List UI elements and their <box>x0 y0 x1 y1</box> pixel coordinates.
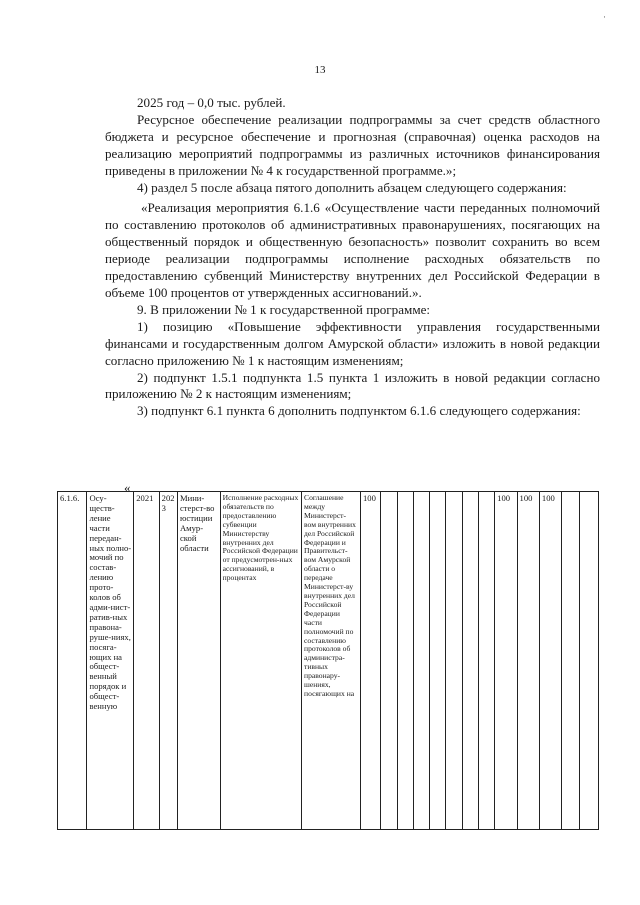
corner-mark: · <box>603 12 606 22</box>
cell-executor: Мини-стерст-во юстиции Амур-ской области <box>177 492 220 830</box>
cell-indicator: Исполнение расходных обязательств по предоставлению субвенции Министерству внутренних дел Российской Федерации от предусмотрен-ных ассигнований, в процентах <box>220 492 301 830</box>
cell-value: 100 <box>539 492 561 830</box>
cell-value: 100 <box>495 492 517 830</box>
paragraph-measure-616: «Реализация мероприятия 6.1.6 «Осуществление части переданных полномочий по составлению протоколов об административных правонарушениях, посягающих на общественный порядок и общественную безопасность» позволит сохранить во всем периоде реализации подпрограммы исполнение расходных обязательств по предоставлению субвенций Министерству внутренних дел Российской Федерации в объеме 100 процентов от утвержденных ассигнований.». <box>105 200 600 300</box>
cell-measure-name: Осу-ществ-ление части передан-ных полно-мочий по состав-лению прото-колов об адми-нист-ратив-ных правона-руше-ниях, посяга-ющих на общест-венный порядок и общест-венную <box>87 492 134 830</box>
cell-value <box>562 492 579 830</box>
cell-basis: Соглашение между Министерст-вом внутренних дел Российской Федерации и Правительст-вом Амурской области о передаче Министерст-ву внутренних дел Российской Федерации части полномочий по составлению протоколов об администра-тивных правонару-шениях, посягающих на <box>302 492 361 830</box>
cell-year-end: 202 3 <box>159 492 177 830</box>
cell-number: 6.1.6. <box>58 492 87 830</box>
cell-value <box>381 492 397 830</box>
cell-value <box>462 492 478 830</box>
cell-value <box>413 492 429 830</box>
document-body <box>105 95 600 420</box>
page-number: 13 <box>314 64 326 76</box>
opening-quote: « <box>124 480 131 495</box>
paragraph-resource-support: Ресурсное обеспечение реализации подпрограммы за счет средств областного бюджета и ресурсное обеспечение и прогнозная (справочная) оценка расходов на реализацию мероприятий подпрограммы из различных источников финансирования приведены в приложении № 4 к государственной программе.»; <box>105 111 600 178</box>
paragraph-item-3: 3) подпункт 6.1 пункта 6 дополнить подпунктом 6.1.6 следующего содержания: <box>137 403 581 419</box>
cell-value <box>478 492 494 830</box>
cell-value <box>430 492 446 830</box>
appendix-table <box>57 491 599 830</box>
table-row <box>58 492 599 830</box>
cell-year-start: 2021 <box>134 492 159 830</box>
paragraph-appendix-1: 9. В приложении № 1 к государственной программе: <box>137 301 431 317</box>
cell-value <box>397 492 413 830</box>
paragraph-section-5: 4) раздел 5 после абзаца пятого дополнить абзацем следующего содержания: <box>137 179 567 195</box>
cell-value: 100 <box>517 492 539 830</box>
paragraph-2025-amount: 2025 год – 0,0 тыс. рублей. <box>137 95 286 110</box>
cell-value <box>579 492 598 830</box>
paragraph-item-1: 1) позицию «Повышение эффективности управления государственными финансами и государственным долгом Амурской области» изложить в новой редакции согласно приложению № 1 к настоящим изменениям; <box>105 318 600 368</box>
paragraph-item-2: 2) подпункт 1.5.1 подпункта 1.5 пункта 1 изложить в новой редакции согласно приложению № 2 к настоящим изменениям; <box>105 369 600 402</box>
cell-value <box>446 492 462 830</box>
cell-value: 100 <box>360 492 380 830</box>
